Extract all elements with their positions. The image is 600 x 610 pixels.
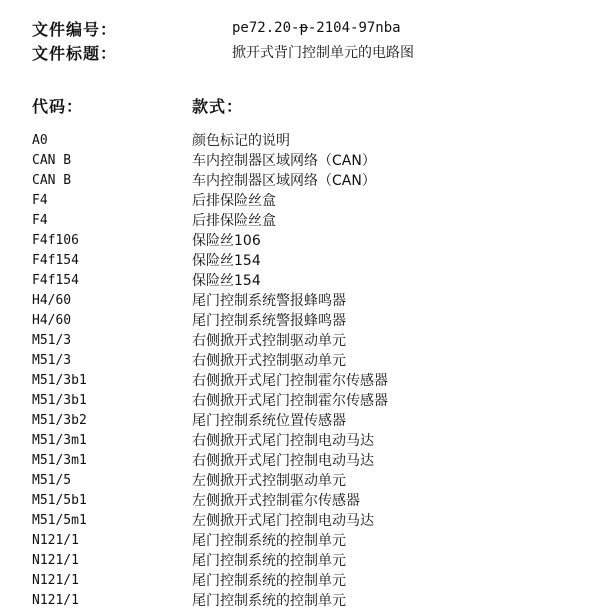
item-code: M51/3 — [32, 352, 72, 368]
code-column-header: 代码： — [32, 97, 84, 116]
list-item — [32, 230, 592, 250]
item-description: 尾门控制系统的控制单元 — [192, 553, 346, 569]
item-code: F4f106 — [32, 232, 79, 248]
item-code: M51/3b1 — [32, 372, 87, 388]
doc-title-label: 文件标题： — [32, 43, 118, 63]
item-description: 颜色标记的说明 — [192, 133, 290, 149]
item-description: 左侧掀开式尾门控制电动马达 — [192, 513, 374, 529]
item-description: 左侧掀开式控制霍尔传感器 — [192, 493, 360, 509]
list-item — [32, 130, 592, 150]
item-description: 尾门控制系统警报蜂鸣器 — [192, 293, 346, 309]
item-description: 右侧掀开式尾门控制电动马达 — [192, 453, 374, 469]
item-code: F4f154 — [32, 272, 79, 288]
doc-number-label: 文件编号： — [32, 19, 118, 39]
item-description: 后排保险丝盒 — [192, 213, 276, 229]
list-item — [32, 310, 592, 330]
item-code: F4 — [32, 212, 48, 228]
item-code: N121/1 — [32, 592, 79, 608]
list-item — [32, 290, 592, 310]
codes-list — [32, 130, 592, 610]
item-code: N121/1 — [32, 532, 79, 548]
doc-title-row — [32, 42, 414, 62]
doc-number-row — [32, 18, 401, 38]
doc-title-value: 掀开式背门控制单元的电路图 — [232, 45, 414, 61]
item-description: 右侧掀开式控制驱动单元 — [192, 353, 346, 369]
list-item — [32, 370, 592, 390]
item-code: F4 — [32, 192, 48, 208]
list-item — [32, 330, 592, 350]
item-description: 左侧掀开式控制驱动单元 — [192, 473, 346, 489]
item-code: M51/5m1 — [32, 512, 87, 528]
item-description: 保险丝106 — [192, 233, 261, 249]
item-description: 保险丝154 — [192, 253, 261, 269]
item-description: 尾门控制系统警报蜂鸣器 — [192, 313, 346, 329]
item-description: 右侧掀开式尾门控制霍尔传感器 — [192, 373, 388, 389]
item-code: CAN B — [32, 172, 72, 188]
doc-number-prefix: pe72.20- — [232, 20, 300, 36]
item-description: 车内控制器区域网络（CAN） — [192, 173, 376, 189]
list-item — [32, 410, 592, 430]
list-item — [32, 470, 592, 490]
item-code: M51/3m1 — [32, 452, 87, 468]
item-code: CAN B — [32, 152, 72, 168]
list-item — [32, 210, 592, 230]
item-description: 后排保险丝盒 — [192, 193, 276, 209]
item-description: 右侧掀开式控制驱动单元 — [192, 333, 346, 349]
list-item — [32, 350, 592, 370]
list-item — [32, 510, 592, 530]
item-description: 车内控制器区域网络（CAN） — [192, 153, 376, 169]
description-column-header: 款式： — [192, 97, 244, 116]
item-code: H4/60 — [32, 312, 72, 328]
item-description: 右侧掀开式尾门控制电动马达 — [192, 433, 374, 449]
item-code: M51/3m1 — [32, 432, 87, 448]
item-code: M51/3 — [32, 332, 72, 348]
item-code: M51/3b1 — [32, 392, 87, 408]
item-code: M51/3b2 — [32, 412, 87, 428]
item-code: H4/60 — [32, 292, 72, 308]
item-description: 右侧掀开式尾门控制霍尔传感器 — [192, 393, 388, 409]
item-code: N121/1 — [32, 552, 79, 568]
item-description: 尾门控制系统位置传感器 — [192, 413, 346, 429]
list-item — [32, 170, 592, 190]
item-code: M51/5b1 — [32, 492, 87, 508]
list-item — [32, 190, 592, 210]
list-item — [32, 490, 592, 510]
list-item — [32, 550, 592, 570]
list-item — [32, 150, 592, 170]
list-item — [32, 390, 592, 410]
list-item — [32, 570, 592, 590]
item-description: 保险丝154 — [192, 273, 261, 289]
item-description: 尾门控制系统的控制单元 — [192, 533, 346, 549]
item-code: M51/5 — [32, 472, 72, 488]
doc-number-struck: p — [299, 20, 308, 36]
item-code: F4f154 — [32, 252, 79, 268]
list-item — [32, 530, 592, 550]
list-item — [32, 430, 592, 450]
doc-number-suffix: -2104-97nba — [307, 20, 401, 36]
item-code: A0 — [32, 132, 48, 148]
doc-number-value — [232, 20, 401, 36]
list-item — [32, 450, 592, 470]
list-item — [32, 590, 592, 610]
item-description: 尾门控制系统的控制单元 — [192, 573, 346, 589]
list-item — [32, 250, 592, 270]
item-description: 尾门控制系统的控制单元 — [192, 593, 346, 609]
list-item — [32, 270, 592, 290]
item-code: N121/1 — [32, 572, 79, 588]
